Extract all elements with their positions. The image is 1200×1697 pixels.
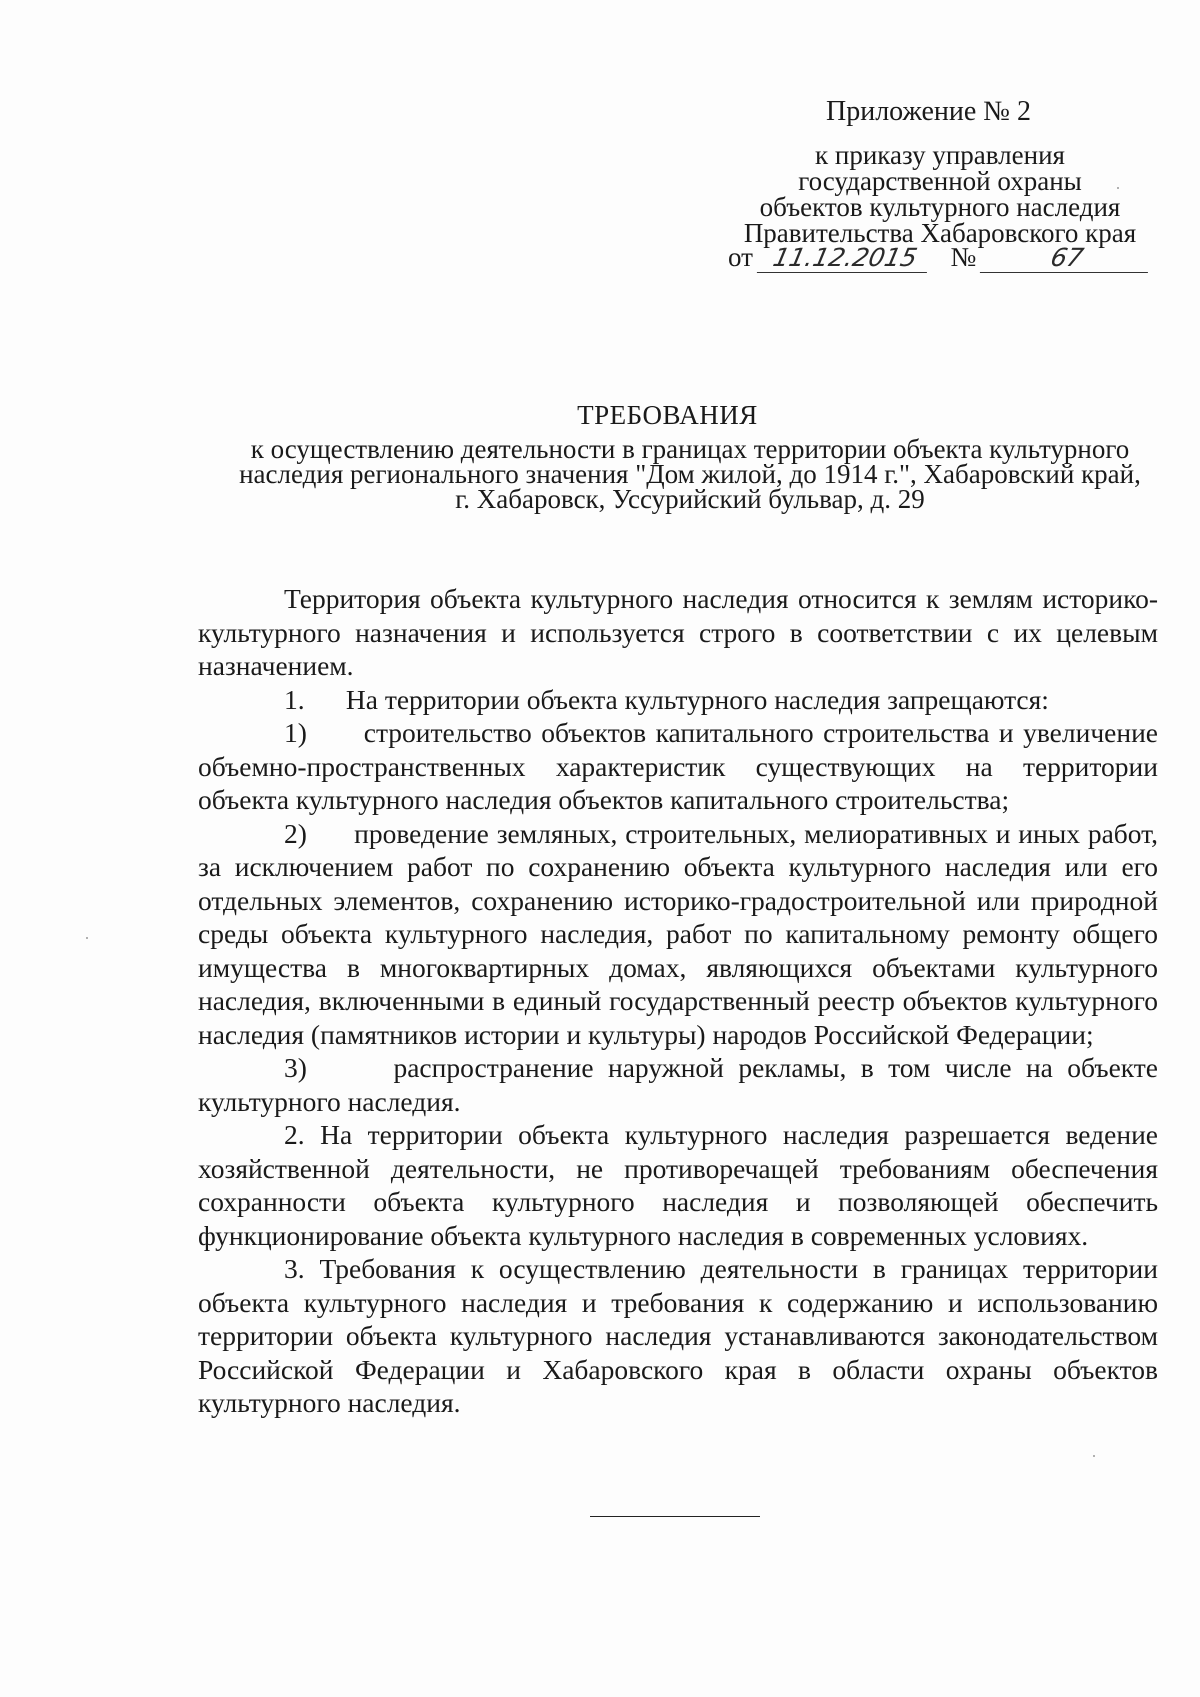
item-3-paragraph: 3. Требования к осуществлению деятельности в границах территории объекта культурного наследия и требования к содержанию и использованию территории объекта культурного наследия устанавливаются законодательством Российской Федерации и Хабаровского края в области охраны объектов культурного наследия. (198, 1253, 1158, 1418)
subitem-1-text: строительство объектов капитального строительства и увеличение объемно-пространственных характеристик существующих на территории объекта культурного наследия объектов капитального строительства; (198, 717, 1159, 815)
order-line: к приказу управления (815, 140, 1065, 170)
subtitle-line: г. Хабаровск, Уссурийский бульвар, д. 29 (455, 484, 925, 514)
handwritten-date: 11.12.2015 (757, 243, 933, 273)
subtitle-line: наследия регионального значения "Дом жилой, до 1914 г.", Хабаровский край, (239, 459, 1141, 489)
order-line: объектов культурного наследия (759, 192, 1121, 222)
number-sign: № (950, 242, 977, 272)
order-line: государственной охраны (798, 166, 1082, 196)
item-2-paragraph: 2. На территории объекта культурного наследия разрешается ведение хозяйственной деятельности, не противоречащей требованиям обеспечения сохранности объекта культурного наследия и позволяющей обеспечить функционирование объекта культурного наследия в современных условиях. (198, 1119, 1158, 1251)
subitem-3-text: распространение наружной рекламы, в том числе на объекте культурного наследия. (198, 1052, 1158, 1117)
subtitle-line: к осуществлению деятельности в границах территории объекта культурного (250, 434, 1130, 464)
item-1 (198, 683, 1158, 717)
document-body (198, 582, 1158, 1420)
subitem-1-number: 1) (284, 717, 307, 748)
document-subtitle (225, 434, 1155, 514)
scan-speck (1093, 1455, 1095, 1457)
date-number-row (728, 242, 1151, 273)
subitem-2-number: 2) (284, 817, 307, 849)
item-1-number: 1. (284, 683, 305, 715)
subitem-2-text: проведение земляных, строительных, мелиоративных и иных работ, за исключением работ по сохранению объекта культурного наследия или его отдельных элементов, сохранению историко-градостроительной или природной среды объекта культурного наследия, работ по капитальному ремонту общего имущества в многоквартирных домах, являющихся объектами культурного наследия, включенными в единый государственный реестр объектов культурного наследия (памятников истории и культуры) народов Российской Федерации; (198, 817, 1158, 1050)
item-1-text: На территории объекта культурного наследия запрещаются: (345, 683, 1049, 715)
date-prefix: от (728, 242, 753, 272)
end-separator-line (590, 1516, 760, 1517)
document-title: ТРЕБОВАНИЯ (577, 400, 758, 430)
scan-speck (1117, 187, 1119, 189)
order-reference (720, 142, 1160, 246)
intro-paragraph: Территория объекта культурного наследия относится к землям историко-культурного назначения и используется строго в соответствии с их целевым назначением. (198, 583, 1158, 681)
subitem-1 (198, 716, 1158, 817)
subitem-3 (198, 1051, 1158, 1118)
subitem-3-number: 3) (284, 1052, 307, 1083)
handwritten-number: 67 (980, 243, 1154, 273)
order-line: Правительства Хабаровского края (743, 218, 1137, 248)
appendix-title: Приложение № 2 (826, 96, 1031, 127)
subitem-2 (198, 817, 1158, 1052)
scan-speck (86, 937, 88, 939)
